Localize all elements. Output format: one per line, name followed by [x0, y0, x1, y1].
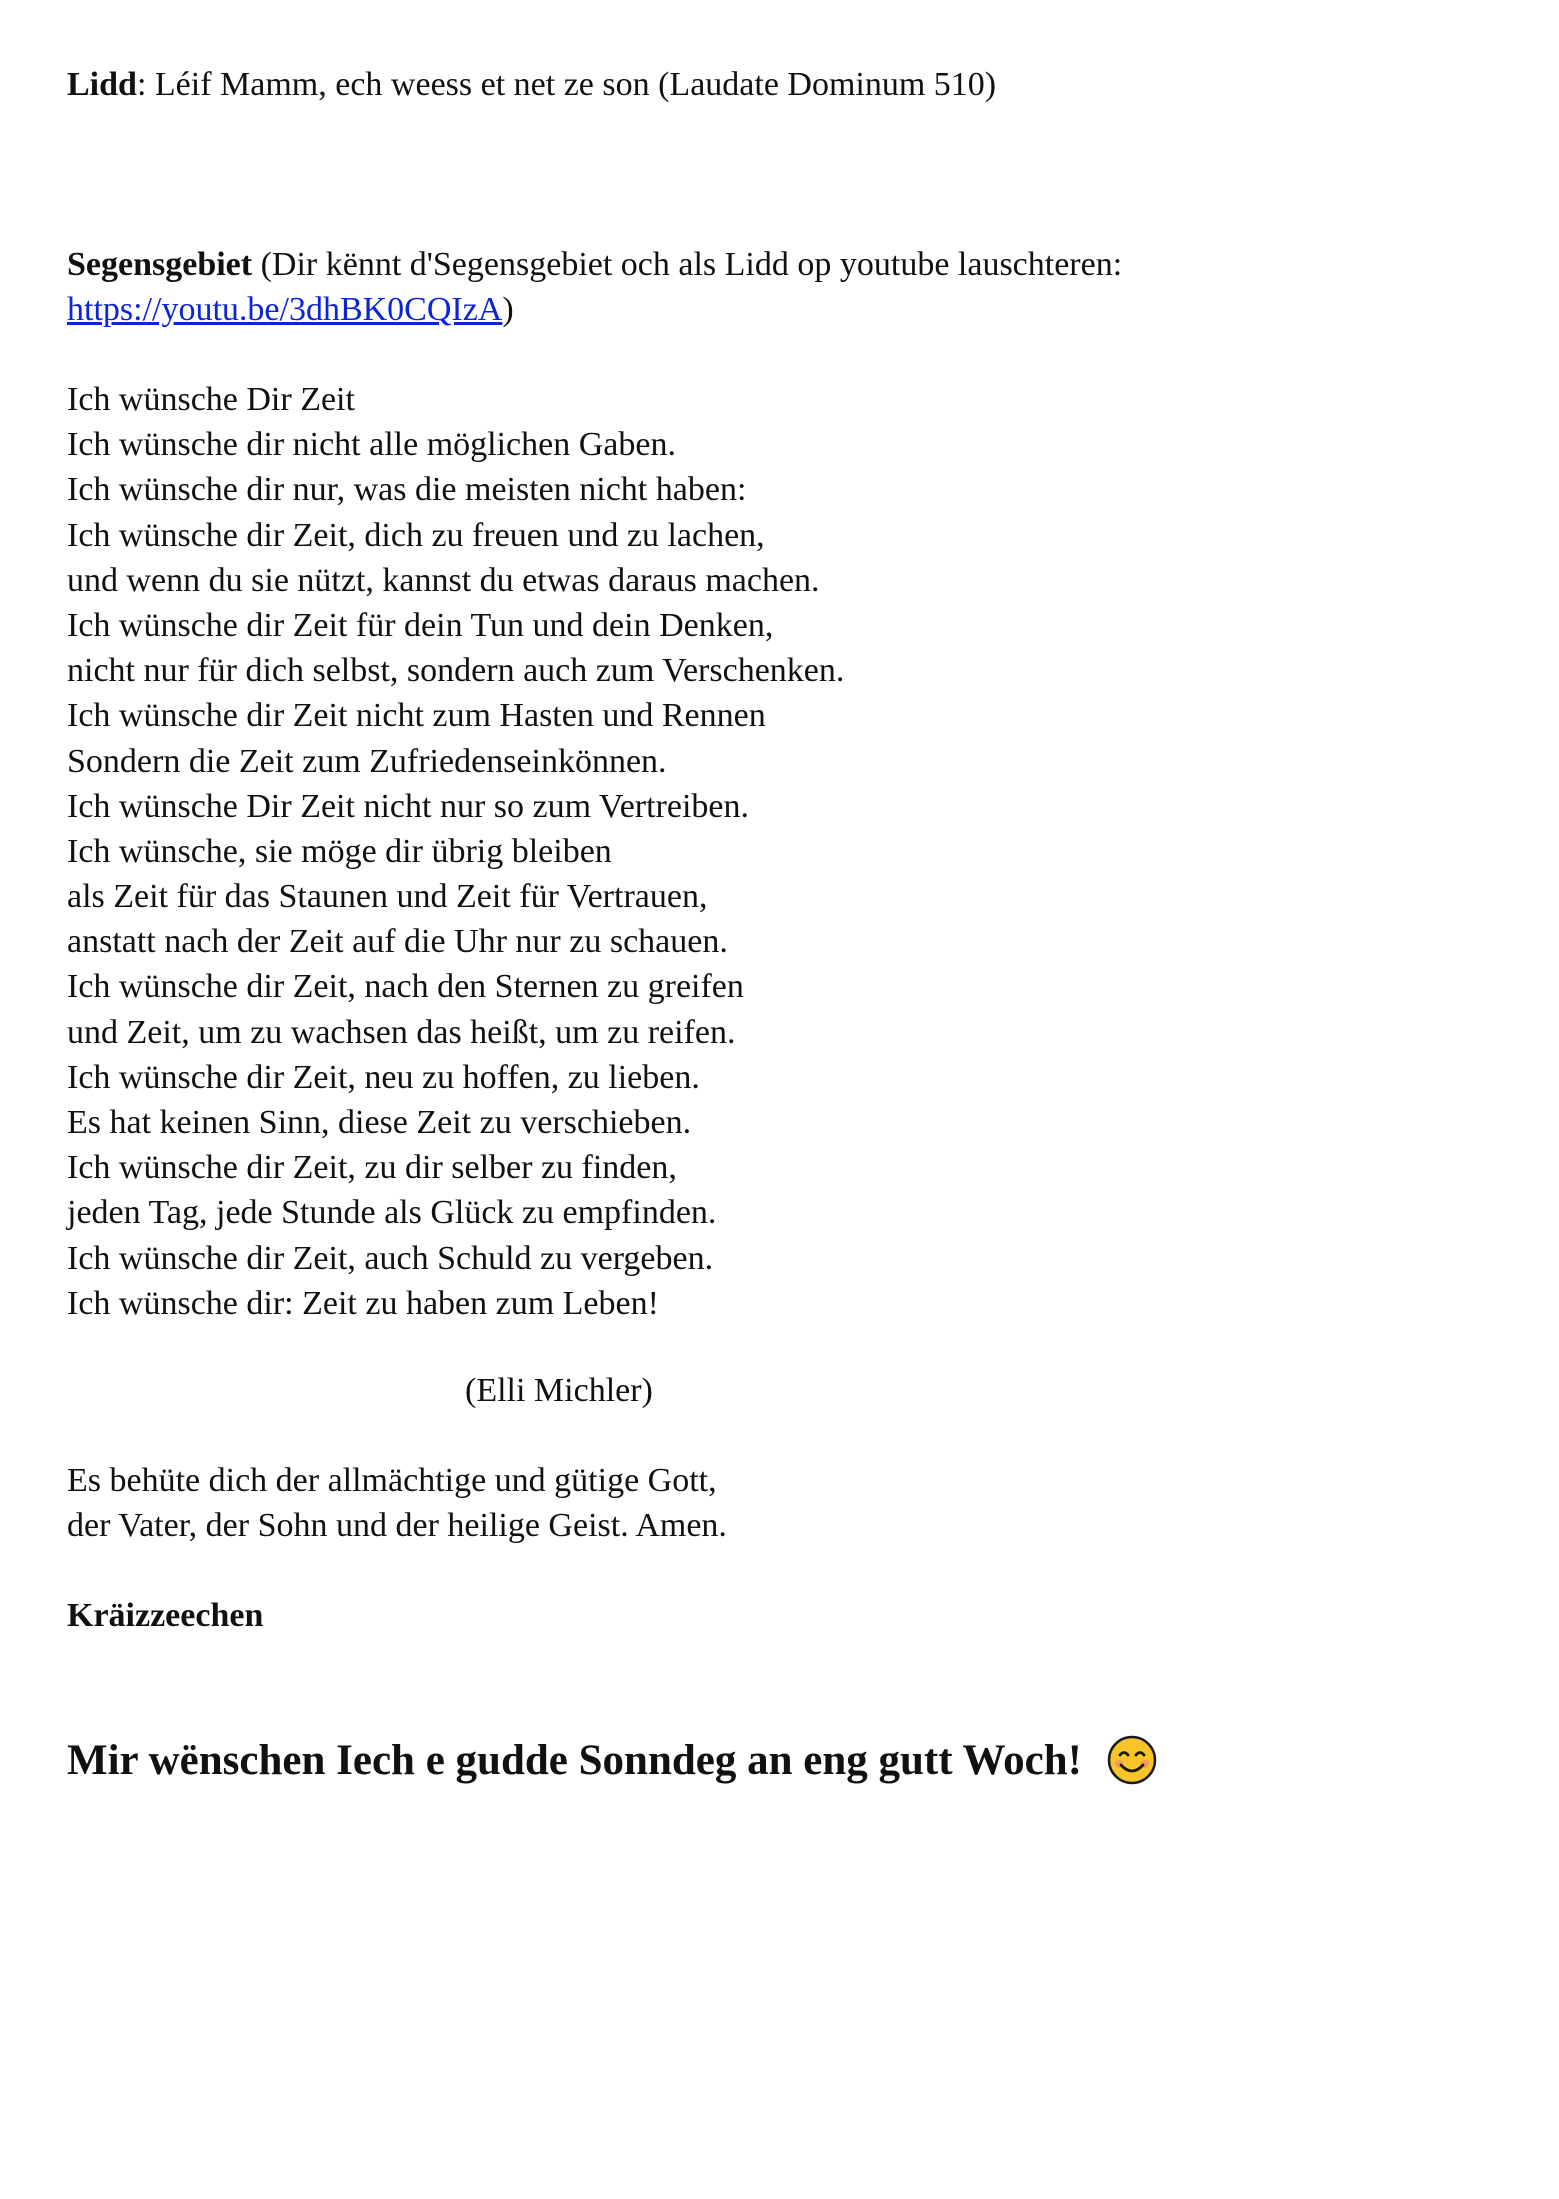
- poem-line: jeden Tag, jede Stunde als Glück zu empfinden.: [67, 1194, 717, 1232]
- blessing-line-2: der Vater, der Sohn und der heilige Geist. Amen.: [67, 1507, 727, 1544]
- poem-line: Ich wünsche dir Zeit für dein Tun und dein Denken,: [67, 606, 774, 644]
- smiling-face-icon: [1107, 1735, 1157, 1785]
- poem-line: Ich wünsche, sie möge dir übrig bleiben: [67, 832, 612, 870]
- poem-line: Ich wünsche dir Zeit, zu dir selber zu finden,: [67, 1149, 677, 1187]
- poem-line: Ich wünsche dir Zeit, nach den Sternen zu greifen: [67, 968, 744, 1006]
- poem-line: und wenn du sie nützt, kannst du etwas daraus machen.: [67, 561, 820, 599]
- blessing-label: Segensgebiet: [67, 246, 253, 283]
- poem-line: Es hat keinen Sinn, diese Zeit zu verschieben.: [67, 1104, 692, 1141]
- song-title: : Léif Mamm, ech weess et net ze son (Laudate Dominum 510): [136, 66, 997, 103]
- youtube-link-line: [67, 287, 514, 332]
- blessing-line-1: Es behüte dich der allmächtige und gütige Gott,: [67, 1462, 717, 1499]
- poem-line: Ich wünsche dir nur, was die meisten nicht haben:: [67, 471, 747, 509]
- closing-greeting-text: Mir wënschen Iech e gudde Sonndeg an eng gutt Woch!: [67, 1737, 1082, 1784]
- poem-line: Sondern die Zeit zum Zufriedenseinkönnen.: [67, 742, 667, 780]
- poem: [67, 377, 844, 1326]
- youtube-link[interactable]: https://youtu.be/3dhBK0CQIzA: [67, 291, 503, 328]
- poem-line: Ich wünsche dir Zeit, neu zu hoffen, zu lieben.: [67, 1058, 700, 1096]
- poem-line: anstatt nach der Zeit auf die Uhr nur zu schauen.: [67, 923, 728, 961]
- poem-line: Ich wünsche dir: Zeit zu haben zum Leben!: [67, 1284, 659, 1322]
- closing-greeting: [67, 1731, 1157, 1791]
- poem-line: Ich wünsche dir Zeit, dich zu freuen und zu lachen,: [67, 516, 765, 554]
- poem-line: Ich wünsche dir Zeit, auch Schuld zu vergeben.: [67, 1239, 714, 1277]
- poem-line: nicht nur für dich selbst, sondern auch zum Verschenken.: [67, 652, 845, 690]
- poem-author: (Elli Michler): [465, 1372, 653, 1409]
- sign-of-cross-heading: Kräizzeechen: [67, 1597, 264, 1634]
- blessing-heading-line: [67, 242, 1122, 287]
- poem-line: als Zeit für das Staunen und Zeit für Vertrauen,: [67, 878, 708, 916]
- poem-line: Ich wünsche Dir Zeit: [67, 381, 355, 418]
- song-line: [67, 62, 996, 107]
- poem-line: Ich wünsche dir nicht alle möglichen Gaben.: [67, 426, 676, 464]
- blessing-intro-text: (Dir kënnt d'Segensgebiet och als Lidd op youtube lauschteren:: [252, 246, 1123, 283]
- song-label: Lidd: [67, 66, 137, 103]
- poem-line: Ich wünsche Dir Zeit nicht nur so zum Vertreiben.: [67, 787, 750, 825]
- poem-line: Ich wünsche dir Zeit nicht zum Hasten und Rennen: [67, 697, 766, 735]
- closing-paren: ): [502, 291, 514, 328]
- poem-line: und Zeit, um zu wachsen das heißt, um zu reifen.: [67, 1013, 736, 1051]
